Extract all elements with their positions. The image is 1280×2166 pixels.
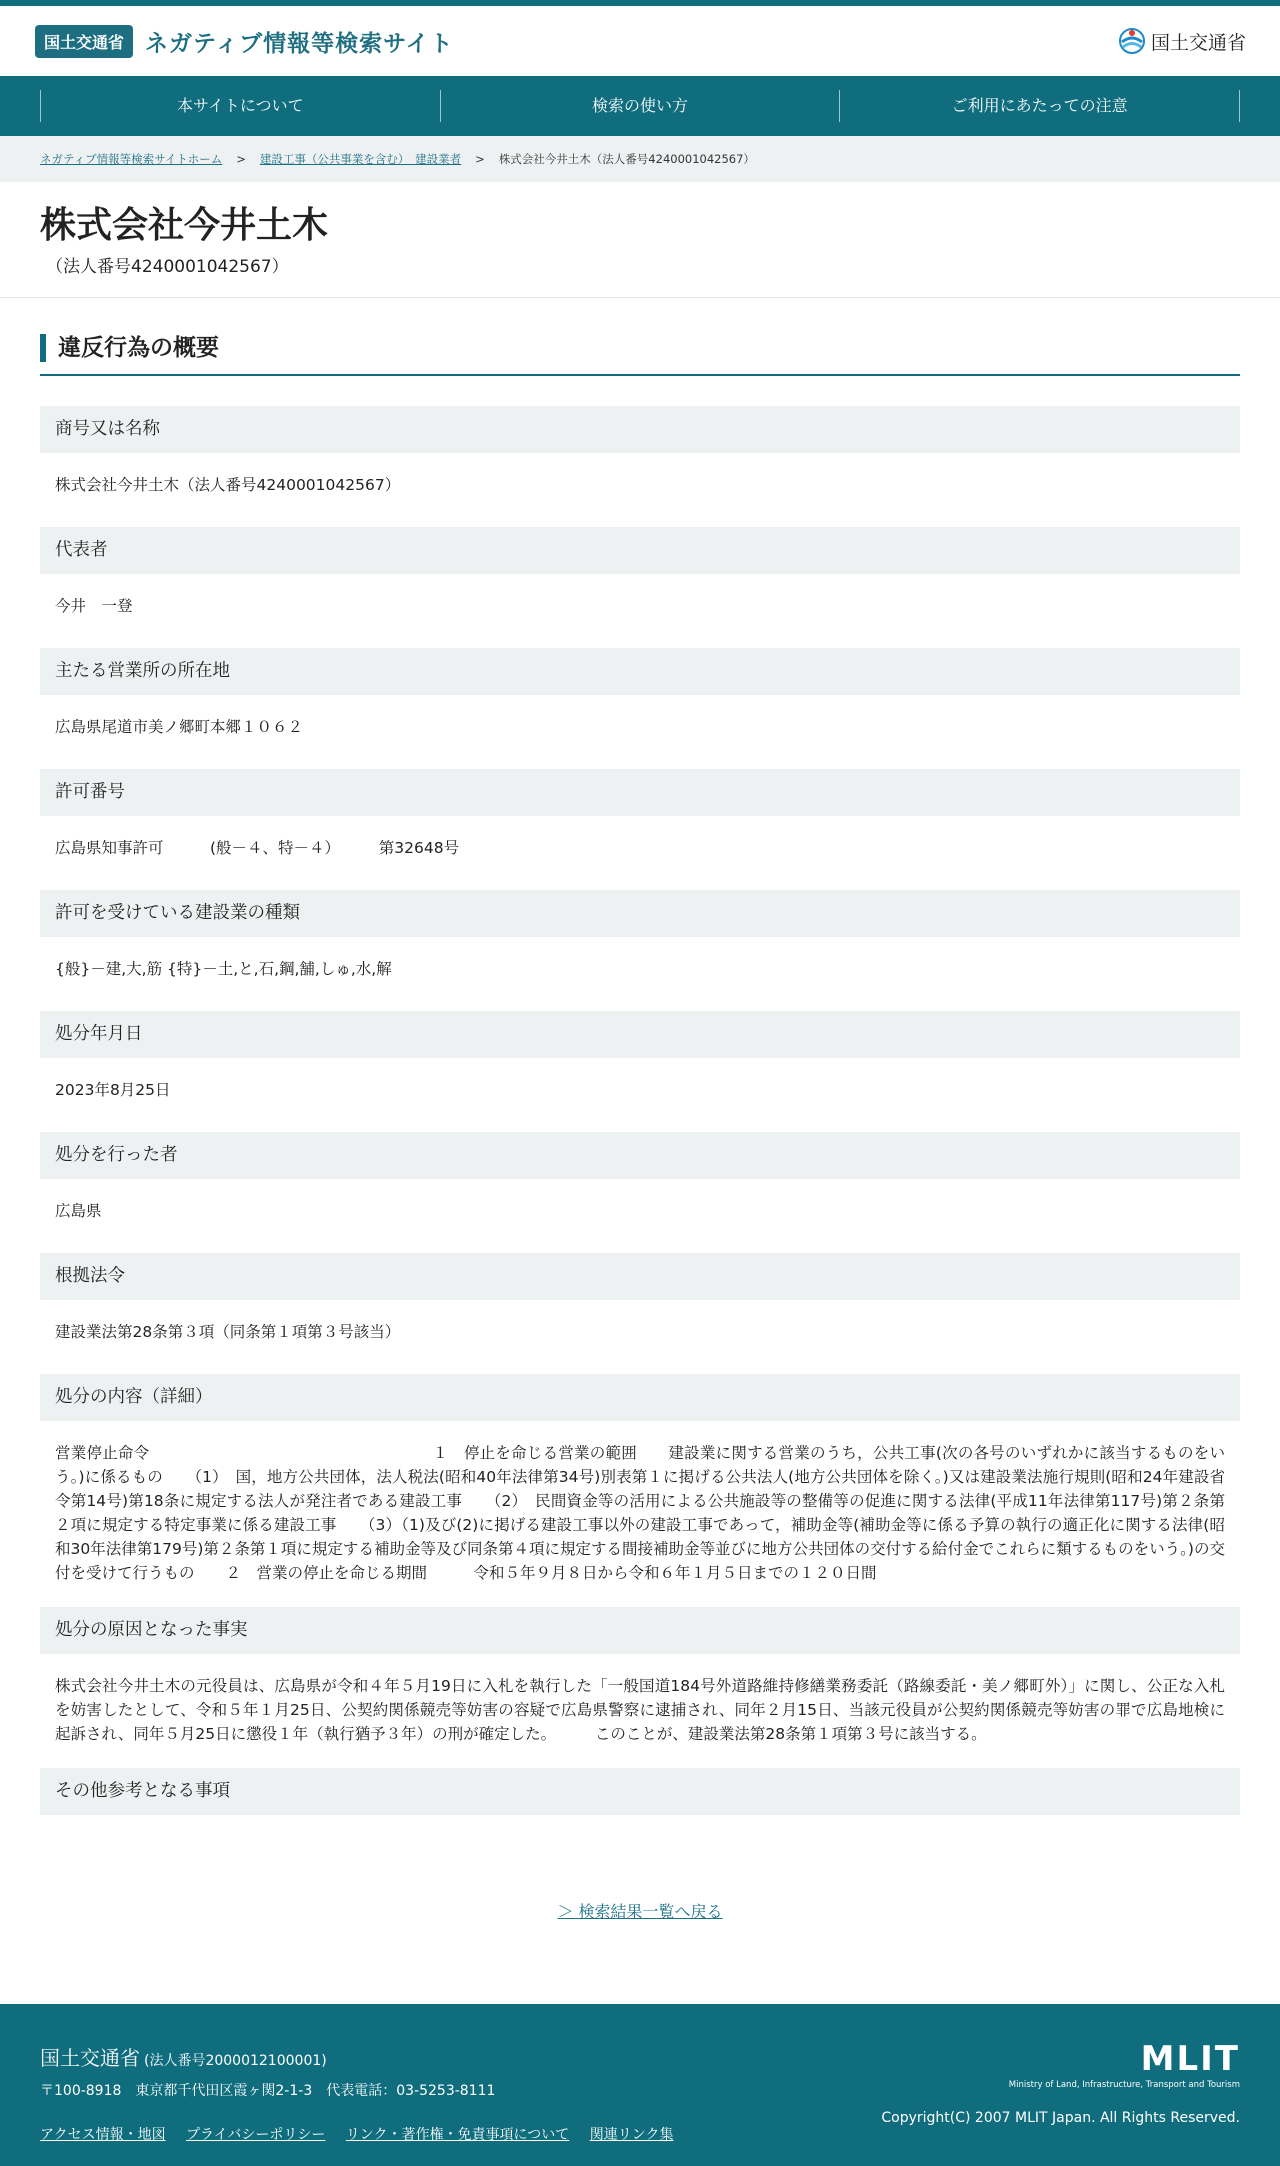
- page-title-area: [0, 182, 1280, 298]
- breadcrumb-current: 株式会社今井土木（法人番号4240001042567）: [498, 152, 755, 166]
- detail-value: 株式会社今井土木（法人番号4240001042567）: [55, 476, 401, 494]
- copyright: Copyright(C) 2007 MLIT Japan. All Rights Reserved.: [881, 2110, 1240, 2126]
- breadcrumb-category-link[interactable]: 建設工事（公共事業を含む） 建設業者: [259, 152, 462, 166]
- mlit-logo-subtitle: Ministry of Land, Infrastructure, Transport and Tourism: [1008, 2080, 1240, 2090]
- detail-item-address: [40, 648, 1240, 769]
- detail-value: 広島県: [55, 1202, 102, 1220]
- footer-link-privacy[interactable]: プライバシーポリシー: [186, 2127, 326, 2143]
- detail-item-license-types: [40, 890, 1240, 1011]
- detail-value: 株式会社今井土木の元役員は、広島県が令和４年５月19日に入札を執行した「一般国道184号外道路維持修繕業務委託（路線委託・美ノ郷町外）」に関し、公正な入札を妨害したとして、令和５年１月25日、公契約関係競売等妨害の容疑で広島県警察に逮捕され、同年２月15日、当該元役員が公契約関係競売等妨害の罪で広島地検に起訴され、同年５月25日に懲役１年（執行猶予３年）の刑が確定した。 このことが、建設業法第28条第１項第３号に該当する。: [55, 1677, 1225, 1743]
- breadcrumb-separator: >: [475, 152, 485, 166]
- page-title: 株式会社今井土木: [40, 205, 329, 246]
- ministry-badge: 国土交通省: [35, 25, 133, 58]
- detail-item-name: [40, 406, 1240, 527]
- site-header: [0, 6, 1280, 76]
- nav-about[interactable]: 本サイトについて: [40, 90, 440, 122]
- breadcrumb: [0, 136, 1280, 182]
- detail-item-cause-facts: [40, 1607, 1240, 1768]
- footer-org-number: (法人番号2000012100001): [144, 2053, 327, 2069]
- detail-item-legal-basis: [40, 1253, 1240, 1374]
- footer-org-name: 国土交通省: [40, 2046, 140, 2070]
- detail-value: 建設業法第28条第３項（同条第１項第３号該当）: [55, 1323, 401, 1341]
- detail-value: 広島県知事許可 (般－４、特－４） 第32648号: [55, 839, 460, 857]
- breadcrumb-home-link[interactable]: ネガティブ情報等検索サイトホーム: [40, 152, 223, 166]
- nav-how-to-search[interactable]: 検索の使い方: [440, 90, 840, 122]
- detail-value: {般}－建,大,筋 {特}－土,と,石,鋼,舗,しゅ,水,解: [55, 960, 392, 978]
- main-content: [0, 298, 1280, 1922]
- global-nav: [0, 76, 1280, 136]
- mlit-logo: [1008, 2039, 1240, 2090]
- detail-item-disposition-details: [40, 1374, 1240, 1607]
- footer-link-copyright[interactable]: リンク・著作権・免責事項について: [345, 2127, 570, 2143]
- back-link-container: [40, 1899, 1240, 1922]
- detail-label: 処分の原因となった事実: [40, 1607, 1240, 1654]
- footer-links: [40, 2124, 1240, 2144]
- footer-link-access[interactable]: アクセス情報・地図: [40, 2127, 166, 2143]
- site-brand[interactable]: [35, 25, 454, 58]
- ministry-logo-text: 国土交通省: [1150, 31, 1246, 54]
- detail-item-license-number: [40, 769, 1240, 890]
- detail-value: 広島県尾道市美ノ郷町本郷１０６２: [55, 718, 304, 736]
- detail-label: 代表者: [40, 527, 1240, 574]
- detail-label: 処分年月日: [40, 1011, 1240, 1058]
- detail-item-other-notes: [40, 1768, 1240, 1815]
- back-to-results-link[interactable]: ＞ 検索結果一覧へ戻る: [557, 1902, 723, 1921]
- detail-label: 主たる営業所の所在地: [40, 648, 1240, 695]
- detail-value: 営業停止命令 １ 停止を命じる営業の範囲 建設業に関する営業のうち，公共工事(次の各号のいずれかに該当するものをいう。)に係るもの （1） 国，地方公共団体，法人税法(昭和40年法律第34号)別表第１に掲げる公共法人(地方公共団体を除く。)又は建設業法施行規則(昭和24年建設省令第14号)第18条に規定する法人が発注者である建設工事 （2） 民間資金等の活用による公共施設等の整備等の促進に関する法律(平成11年法律第117号)第２条第２項に規定する特定事業に係る建設工事 （3）（1)及び(2)に掲げる建設工事以外の建設工事であって，補助金等(補助金等に係る予算の執行の適正化に関する法律(昭和30年法律第179号)第２条第１項に規定する補助金等及び同条第４項に規定する間接補助金等並びに地方公共団体の交付する給付金でこれらに類するものをいう。)の交付を受けて行うもの ２ 営業の停止を命じる期間 令和５年９月８日から令和６年１月５日までの１２０日間: [55, 1444, 1225, 1582]
- ministry-logo[interactable]: [1119, 26, 1246, 56]
- site-title: ネガティブ情報等検索サイト: [145, 30, 454, 57]
- detail-label: その他参考となる事項: [40, 1768, 1240, 1815]
- detail-label: 処分を行った者: [40, 1132, 1240, 1179]
- detail-label: 許可を受けている建設業の種類: [40, 890, 1240, 937]
- detail-label: 処分の内容（詳細）: [40, 1374, 1240, 1421]
- detail-item-representative: [40, 527, 1240, 648]
- detail-item-authority: [40, 1132, 1240, 1253]
- detail-value: 2023年8月25日: [55, 1081, 171, 1099]
- corporate-number: （法人番号4240001042567）: [46, 257, 289, 277]
- breadcrumb-separator: >: [236, 152, 246, 166]
- nav-usage-notes[interactable]: ご利用にあたっての注意: [839, 90, 1240, 122]
- footer-address: 〒100-8918 東京都千代田区霞ヶ関2-1-3 代表電話：03-5253-8111: [40, 2083, 496, 2099]
- detail-label: 商号又は名称: [40, 406, 1240, 453]
- detail-label: 許可番号: [40, 769, 1240, 816]
- footer-link-related[interactable]: 関連リンク集: [589, 2127, 674, 2143]
- detail-label: 根拠法令: [40, 1253, 1240, 1300]
- detail-value: 今井 一登: [55, 597, 133, 615]
- ministry-emblem-icon: [1119, 26, 1145, 56]
- section-divider: [40, 374, 1240, 376]
- detail-item-disposition-date: [40, 1011, 1240, 1132]
- mlit-logo-word: MLIT: [1140, 2039, 1240, 2079]
- site-footer: [0, 2004, 1280, 2166]
- section-heading: 違反行為の概要: [40, 334, 1240, 362]
